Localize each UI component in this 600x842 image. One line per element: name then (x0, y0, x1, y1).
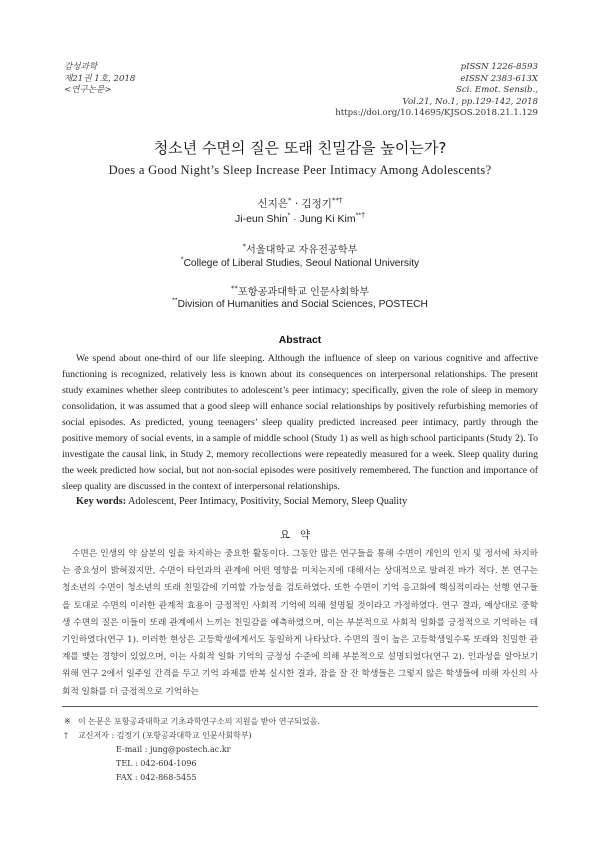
affiliation-2-ko-text: 포항공과대학교 인문사회학부 (237, 287, 370, 298)
affiliation-1-ko-text: 서울대학교 자유전공학부 (246, 245, 358, 256)
doi-link[interactable]: https://doi.org/10.14695/KJSOS.2018.21.1.129 (335, 108, 538, 118)
author-2-en-mark: **† (355, 212, 365, 220)
affiliation-1-en-mark: * (180, 256, 184, 264)
affiliation-2-mark: ** (230, 284, 238, 293)
footnote-correspondence (64, 730, 252, 741)
journal-header-left (64, 62, 135, 97)
author-1-en-mark: * (287, 212, 291, 220)
title-korean: 청소년 수면의 질은 또래 친밀감을 높이는가? (153, 139, 447, 157)
journal-volume: 제21권 1호, 2018 (64, 73, 136, 84)
author-1-mark: * (287, 196, 292, 205)
author-separator: · (291, 198, 302, 210)
author-2-ko: 김정기 (301, 198, 332, 210)
journal-abbrev: Sci. Emot. Sensib., (455, 85, 538, 95)
footnote-funding (64, 716, 320, 727)
journal-header-right (335, 62, 538, 120)
article-type: <연구논문> (64, 85, 112, 95)
footnote-funding-text: 이 논문은 포항공과대학교 기초과학연구소의 지원을 받아 연구되었음. (78, 717, 320, 726)
affiliation-1-en-text: College of Liberal Studies, Seoul National University (183, 258, 420, 269)
affiliation-2-en-text: Division of Humanities and Social Sciences, POSTECH (177, 299, 428, 310)
author-1-ko: 신지은 (257, 198, 288, 210)
authors-english (0, 213, 600, 225)
affiliation-1-english (0, 258, 600, 269)
summary-heading: 요약 (279, 529, 321, 541)
journal-name: 감성과학 (64, 62, 98, 72)
title-english: Does a Good Night’s Sleep Increase Peer Intimacy Among Adolescents? (108, 163, 492, 177)
eissn: eISSN 2383-613X (460, 73, 538, 84)
volume-pages: Vol.21, No.1, pp.129-142, 2018 (402, 96, 538, 107)
affiliation-1-korean (0, 241, 600, 256)
footnote-divider (62, 706, 538, 707)
pissn: pISSN 1226-8593 (460, 62, 538, 72)
summary-body: 수면은 인생의 약 삼분의 일을 차지하는 중요한 활동이다. 그동안 많은 연구들을 통해 수면이 개인의 인지 및 정서에 차지하는 중요성이 밝혀졌지만, 수면이 타인과의 관계에 어떤 영향을 미치는지에 대해서는 상대적으로 알려진 바가 적다. 본 연구는 청소년의 수면이 청소년의 또래 친밀감에 기여할 가능성을 검토하였다. 또한 수면이 기억 응고화에 핵심적이라는 선행 연구들을 토대로 수면의 이러한 관계적 효용이 긍정적인 사회적 기억에 의해 설명될 것이라고 가정하였다. 연구 결과, 예상대로 중학생 수면의 질은 이들이 또래 관계에서 느끼는 친밀감을 예측하였으며, 이는 부분적으로 사회적 일화를 긍정적으로 기억하는 데 기인하였다(연구 1). 이러한 현상은 고등학생에게서도 동일하게 나타났다. 수면의 질이 높은 고등학생일수록 또래와 친밀한 관계를 맺는 경향이 있었으며, 이는 사회적 일화 기억의 긍정성 수준에 의해 부분적으로 설명되었다(연구 2). 인과성을 알아보기 위해 연구 2에서 일주일 간격을 두고 기억 과제를 반복 실시한 결과, 잠을 잘 잔 학생들은 그렇지 않은 학생들에 비해 자신의 사회적 일화를 더 긍정적으로 기억하는 (62, 549, 538, 697)
author-2-mark: **† (331, 196, 343, 205)
keywords (76, 496, 538, 507)
author-1-en: Ji-eun Shin (235, 213, 288, 225)
abstract-heading: Abstract (278, 334, 322, 346)
affiliation-1-mark: * (242, 242, 246, 251)
affiliation-2-korean (0, 283, 600, 298)
keywords-label: Key words: (76, 496, 127, 507)
affiliation-2-english (0, 299, 600, 310)
footnote-dagger-mark: † (64, 731, 68, 740)
footnote-funding-mark: ※ (64, 717, 71, 726)
keywords-list: Adolescent, Peer Intimacy, Positivity, Social Memory, Sleep Quality (126, 496, 408, 507)
abstract-body: We spend about one-third of our life sleeping. Although the influence of sleep on various cognitive and affective functioning is recognized, relatively less is known about its consequences on interpersonal relationships. The present study examines whether sleep contributes to adolescent’s peer intimacy; specifically, given the role of sleep in memory consolidation, it was assumed that a good sleep will enhance social relationships by positively refurbishing memories of social episodes. As predicted, young teenagers’ sleep quality predicted increased peer intimacy, partly through the positive memory of social events, in a sample of middle school (Study 1) as well as high school participants (Study 2). To investigate the causal link, in Study 2, memory recollections were repeatedly measured for a week. Sleep quality during the week predicted how social, but not non-social episodes were positively remembered. The function and importance of sleep quality are discussed in the context of interpersonal relationships. (62, 353, 538, 492)
affiliation-2-en-mark: ** (172, 297, 178, 305)
contact-email[interactable]: E-mail : jung@postech.ac.kr (116, 745, 231, 754)
contact-fax: FAX : 042-868-5455 (116, 773, 197, 782)
author-2-en: Jung Ki Kim (299, 213, 356, 225)
footnote-correspondence-text: 교신저자 : 김정기 (포항공과대학교 인문사회학부) (78, 731, 252, 740)
authors-korean (0, 196, 600, 211)
contact-tel: TEL : 042-604-1096 (116, 759, 197, 768)
author-en-separator: · (290, 213, 300, 225)
